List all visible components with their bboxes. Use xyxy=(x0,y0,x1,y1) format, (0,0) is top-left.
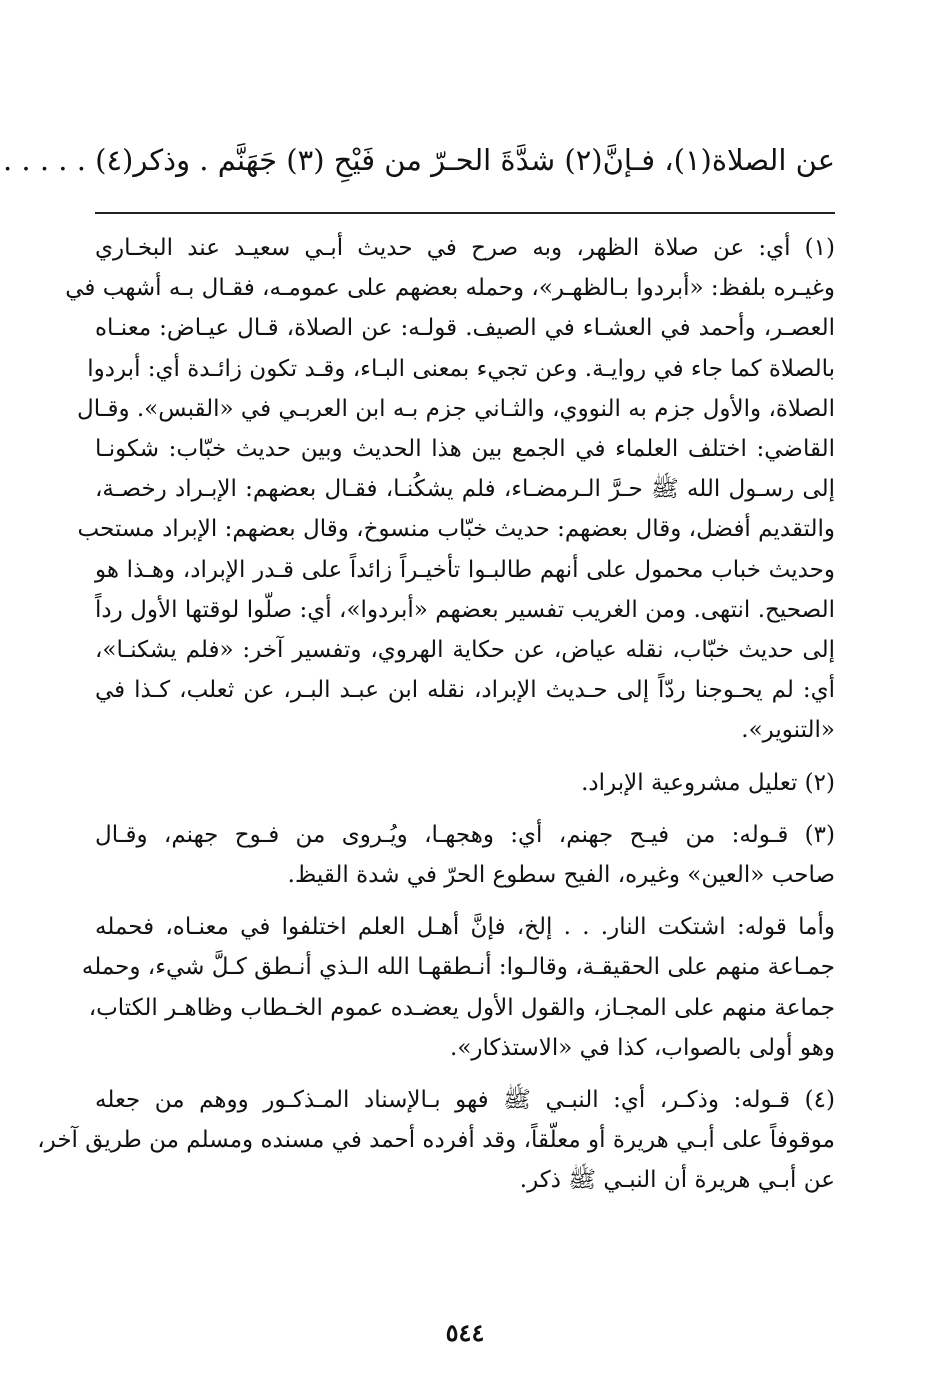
footnote-3-continuation xyxy=(81,907,835,1068)
footnote-line: وأما قوله: اشتكت النار. . . إلخ، فإنَّ أهـل العلم اختلفوا في معنـاه، فحمله xyxy=(95,914,835,941)
footnote-line: العصـر، وأحمد في العشـاء في الصيف. قولـه: عن الصلاة، قـال عيـاض: معنـاه xyxy=(95,315,835,342)
footnote-line: جماعة منهم على المجـاز، والقول الأول يعضـده عموم الخـطاب وظاهـر الكتاب، xyxy=(88,994,835,1021)
footnote-line: وهو أولى بالصواب، كذا في «الاستذكار». xyxy=(450,1034,835,1061)
footnote-line: وغيـره بلفظ: «أبردوا بـالظهـر»، وحمله بعضهم على عمومـه، فقـال بـه أشهب في xyxy=(65,275,835,302)
footnote-line: جمـاعة منهم على الحقيقـة، وقالـوا: أنـطقهـا الله الـذي أنـطق كـلَّ شيء، وحمله xyxy=(81,954,835,981)
footnote-1 xyxy=(65,228,835,751)
footnote-line: «التنوير». xyxy=(741,717,835,744)
footnote-line: موقوفاً على أبـي هريرة أو معلّقاً، وقد أفرده أحمد في مسنده ومسلم من طريق آخر، xyxy=(37,1127,835,1154)
footnote-line: إلى حديث خبّاب، نقله عياض، عن حكاية الهروي، وتفسير آخر: «فلم يشكنـا»، xyxy=(95,637,835,664)
footnote-line: (٣) قـوله: من فيـح جهنم، أي: وهجهـا، ويُـروى من فـوح جهنم، وقـال xyxy=(95,821,835,848)
footnote-line: عن أبـي هريرة أن النبـي ﷺ ذكر. xyxy=(519,1167,835,1194)
footnote-line: وحديث خباب محمول على أنهم طالبـوا تأخيـراً زائداً على قـدر الإبراد، وهـذا هو xyxy=(95,556,835,583)
footnote-2 xyxy=(95,763,835,803)
footnote-line: أي: لم يحـوجنا ردّاً إلى حـديث الإبراد، نقله ابن عبـد البـر، عن ثعلب، كـذا في xyxy=(95,677,835,704)
footnote-line: بالصلاة كما جاء في روايـة. وعن تجيء بمعنى البـاء، وقـد تكون زائـدة أي: أبردوا xyxy=(87,355,835,382)
footnote-line: والتقديم أفضل، وقال بعضهم: حديث خبّاب منسوخ، وقال بعضهم: الإبراد مستحب xyxy=(77,516,835,543)
footnote-line: صاحب «العين» وغيره، الفيح سطوع الحرّ في شدة القيظ. xyxy=(287,862,835,889)
footnote-line: (٤) قـوله: وذكـر، أي: النبـي ﷺ فهو بـالإسناد المـذكـور ووهم من جعله xyxy=(95,1087,835,1114)
book-page xyxy=(2,0,835,1395)
footnote-line: إلى رسـول الله ﷺ حـرَّ الـرمضـاء، فلم يشكُنـا، فقـال بعضهم: الإبـراد رخصـة، xyxy=(95,476,835,503)
footnote-line: (١) أي: عن صلاة الظهر، وبه صرح في حديث أبـي سعيـد عند البخـاري xyxy=(95,235,835,261)
footnote-line: الصلاة، والأول جزم به النووي، والثـاني جزم بـه ابن العربـي في «القبس». وقـال xyxy=(77,395,835,422)
main-text-line: عن الصلاة(١)، فـإنَّ(٢) شدَّةَ الحـرّ من فَيْحِ (٣) جَهَنَّم . وذكر(٤) . . . . . xyxy=(2,143,835,177)
footnote-line: (٢) تعليل مشروعية الإبراد. xyxy=(581,769,835,796)
footnote-separator-rule xyxy=(95,212,835,214)
footnote-3 xyxy=(95,815,835,895)
page-number: ٥٤٤ xyxy=(445,1318,485,1347)
footnote-line: الصحيح. انتهى. ومن الغريب تفسير بعضهم «أبردوا»، أي: صلّوا لوقتها الأول رداً xyxy=(95,596,835,623)
footnote-line: القاضي: اختلف العلماء في الجمع بين هذا الحديث وبين حديث خبّاب: شكونـا xyxy=(95,436,835,463)
footnotes-section xyxy=(37,228,835,1201)
footnote-4 xyxy=(37,1080,835,1201)
